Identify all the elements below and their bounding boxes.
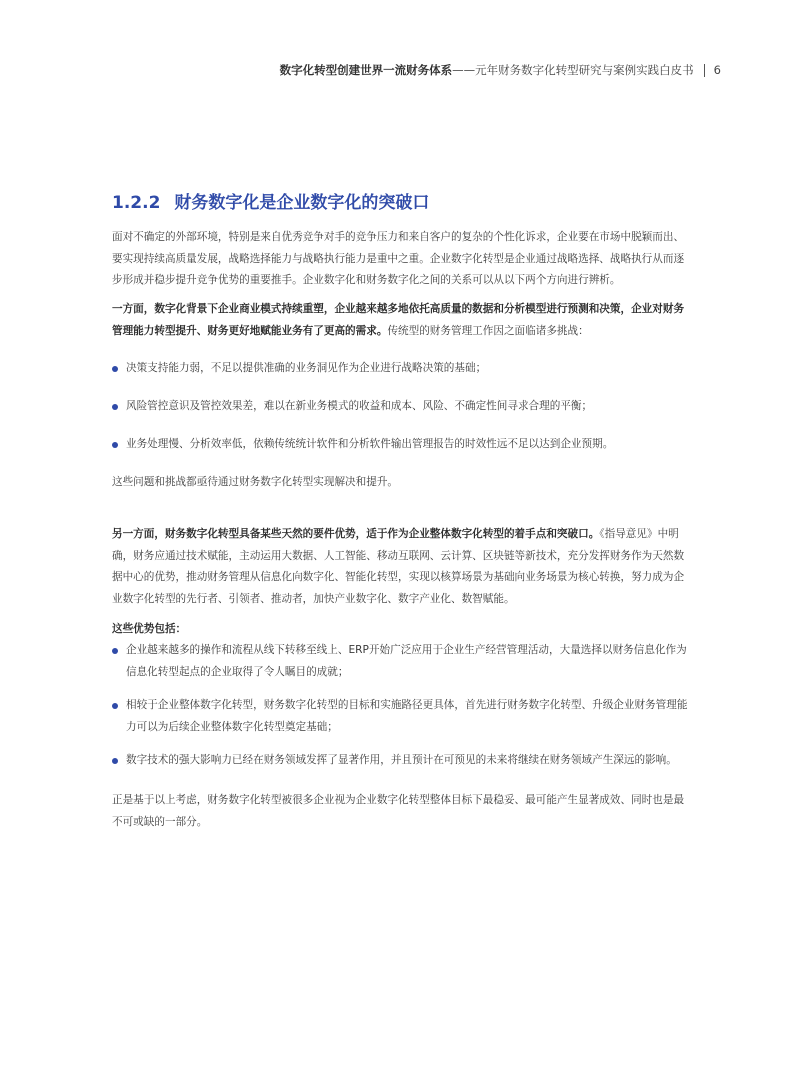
challenge-text: 业务处理慢、分析效率低，依赖传统统计软件和分析软件输出管理报告的时效性远不足以达到企业预期。 [126,438,614,450]
challenge-text: 风险管控意识及管控效果差，难以在新业务模式的收益和成本、风险、不确定性间寻求合理的平衡； [126,400,593,412]
advantages-label-block [112,619,692,641]
advantage-item [112,695,692,738]
challenge-item [112,358,692,380]
challenge-item [112,434,692,456]
paragraph-two-bold: 另一方面，财务数字化转型具备某些天然的要件优势，适于作为企业整体数字化转型的着手点和突破口。 [112,528,600,540]
advantage-text: 数字技术的强大影响力已经在财务领域发挥了显著作用，并且预计在可预见的未来将继续在财务领域产生深远的影响。 [126,754,677,766]
running-header [280,62,721,78]
advantage-text: 相较于企业整体数字化转型，财务数字化转型的目标和实施路径更具体，首先进行财务数字化转型、升级企业财务管理能力可以为后续企业整体数字化转型奠定基础； [126,699,688,733]
p1-block [112,299,692,342]
bullet-dot [112,648,118,654]
intro-block [112,227,692,292]
section-title: 财务数字化是企业数字化的突破口 [174,193,430,213]
bullet-dot [112,404,118,410]
challenge-text: 决策支持能力弱，不足以提供准确的业务洞见作为企业进行战略决策的基础； [126,362,487,374]
bullet-dot [112,703,118,709]
bullet-dot [112,442,118,448]
advantage-item [112,640,692,683]
section-number: 1.2.2 [112,193,161,213]
paragraph-one-bold: 一方面，数字化背景下企业商业模式持续重塑，企业越来越多地依托高质量的数据和分析模型进行预测和决策，企业对财务管理能力转型提升、财务更好地赋能业务有了更高的需求。 [112,303,685,337]
conclusion-block [112,790,692,833]
advantage-text: 企业越来越多的操作和流程从线下转移至线上、ERP开始广泛应用于企业生产经营管理活动，大量选择以财务信息化作为信息化转型起点的企业取得了令人瞩目的成就； [126,644,687,678]
page-number: 6 [713,63,721,77]
header-title-rest: ——元年财务数字化转型研究与案例实践白皮书 [452,63,694,77]
paragraph-two-rest: 《指导意见》中明确，财务应通过技术赋能，主动运用大数据、人工智能、移动互联网、云计算、区块链等新技术，充分发挥财务作为天然数据中心的优势，推动财务管理从信息化向数字化、智能化转型，实现以核算场景为基础向业务场景为核心转换，努力成为企业数字化转型的先行者、引领者、推动者，加快产业数字化、数字产业化、数智赋能。 [112,528,685,605]
conclusion-paragraph: 正是基于以上考虑，财务数字化转型被很多企业视为企业数字化转型整体目标下最稳妥、最可能产生显著成效、同时也是最不可或缺的一部分。 [112,794,685,828]
header-title-bold: 数字化转型创建世界一流财务体系 [279,63,453,77]
challenges-summary: 这些问题和挑战都亟待通过财务数字化转型实现解决和提升。 [112,476,399,488]
advantage-item [112,750,692,772]
bullet-dot [112,758,118,764]
advantages-label: 这些优势包括： [112,623,187,635]
challenges-summary-block [112,472,692,494]
intro-paragraph: 面对不确定的外部环境，特别是来自优秀竞争对手的竞争压力和来自客户的复杂的个性化诉求，企业要在市场中脱颖而出、要实现持续高质量发展，战略选择能力与战略执行能力是重中之重。企业数字化转型是企业通过战略选择、战略执行从而逐步形成并稳步提升竞争优势的重要推手。企业数字化和财务数字化之间的关系可以从以下两个方向进行辨析。 [112,231,685,286]
paragraph-one [112,299,692,342]
bullet-dot [112,366,118,372]
paragraph-two [112,524,692,610]
header-divider [704,64,705,77]
challenge-item [112,396,692,418]
paragraph-one-rest: 传统型的财务管理工作因之面临诸多挑战： [387,324,589,337]
p2-block [112,524,692,610]
section-heading [112,188,429,213]
